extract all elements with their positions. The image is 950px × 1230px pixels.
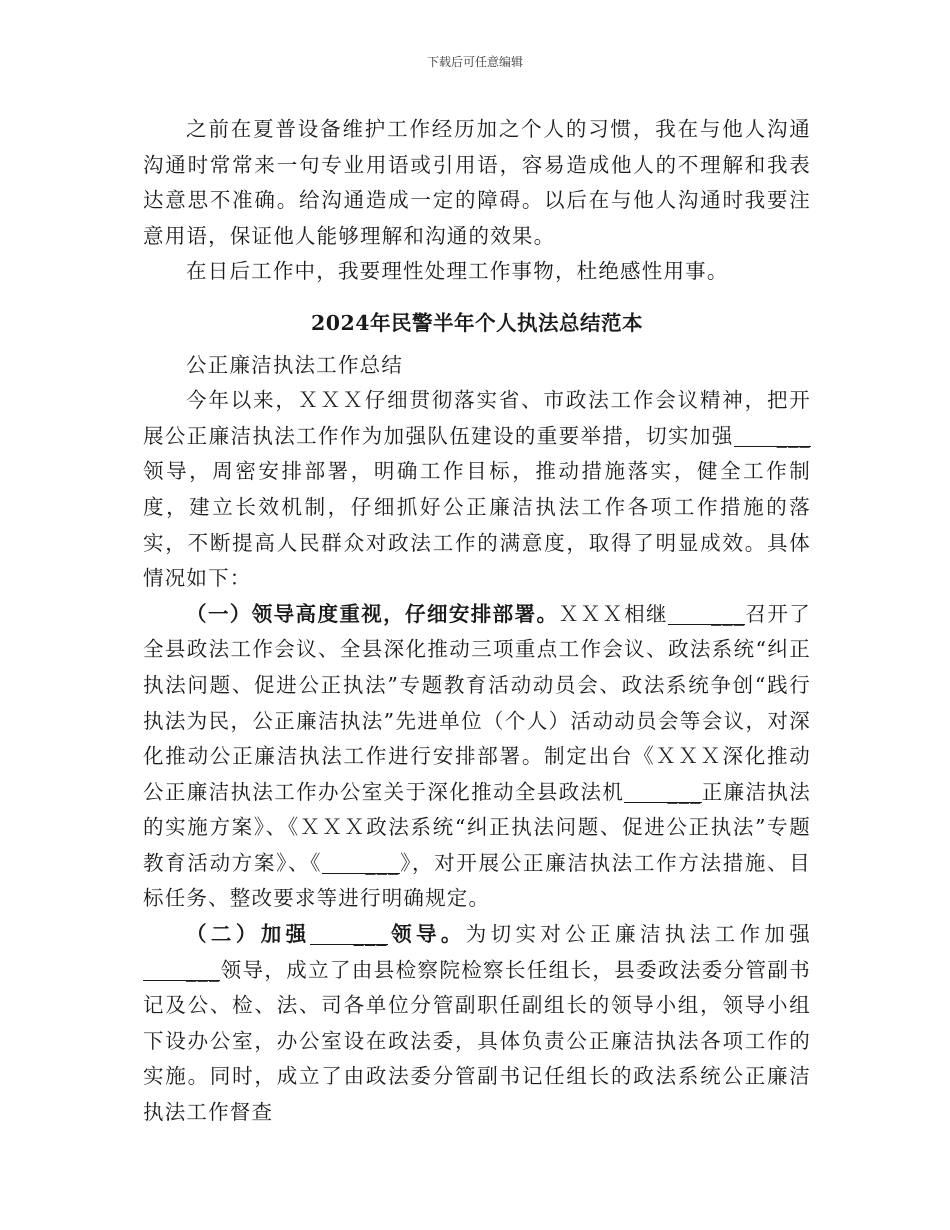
- intro-text-b: 领导，周密安排部署，明确工作目标，推动措施落实，健全工作制度，建立长效机制，仔细抓好公正廉洁执法工作各项工作措施的落实，不断提高人民群众对政法工作的满意度，取得了明显成效。具体情况如下：: [143, 459, 811, 591]
- paragraph-section-two: [143, 917, 811, 1131]
- section-title: 2024年民警半年个人执法总结范本: [310, 310, 644, 335]
- paragraph-communication: 之前在夏普设备维护工作经历加之个人的习惯，我在与他人沟通沟通时常常来一句专业用语或引用语，容易造成他人的不理解和我表达意思不准确。给沟通造成一定的障碍。以后在与他人沟通时我要注意用语，保证他人能够理解和沟通的效果。: [143, 117, 811, 248]
- paragraph-intro: [143, 383, 811, 597]
- section-one-blank-1: ___: [668, 604, 745, 625]
- intro-text-a: 今年以来，ＸＸＸ仔细贯彻落实省、市政法工作会议精神，把开展公正廉洁执法工作作为加强队伍建设的重要举措，切实加强: [143, 388, 811, 448]
- section-one-text-a: ＸＸＸ相继: [558, 601, 668, 626]
- section-two-heading-blank: ___: [310, 924, 387, 945]
- section-one-heading: （一）领导高度重视，仔细安排部署。: [186, 601, 559, 626]
- section-one-blank-3: ___: [322, 853, 399, 874]
- section-two-text-b: 领导，成立了由县检察院检察长任组长，县委政法委分管副书记及公、检、法、司各单位分管副职任副组长的领导小组，领导小组下设办公室，办公室设在政法委，具体负责公正廉洁执法各项工作的实施。同时，成立了由政法委分管副书记任组长的政法系统公正廉洁执法工作督查: [143, 957, 811, 1125]
- section-two-blank: ___: [143, 960, 220, 981]
- subheading: 公正廉洁执法工作总结: [186, 352, 404, 377]
- document-body: [143, 112, 811, 1131]
- section-one-text-d: 》，对开展公正廉洁执法工作方法措施、目标任务、整改要求等进行明确规定。: [143, 850, 811, 911]
- section-two-heading-a: （二）加强: [186, 922, 311, 947]
- section-two-text-a: 为切实对公正廉洁执法工作加强: [465, 922, 811, 947]
- intro-blank: ___: [734, 426, 811, 447]
- paragraph-future-work: 在日后工作中，我要理性处理工作事物，杜绝感性用事。: [186, 259, 729, 284]
- section-one-blank-2: ___: [624, 782, 701, 803]
- page-header-note: 下载后可任意编辑: [426, 55, 523, 69]
- section-one-text-b: 召开了全县政法工作会议、全县深化推动三项重点工作会议、政法系统“纠正执法问题、促进公正执法”专题教育活动动员会、政法系统争创“践行执法为民，公正廉洁执法”先进单位（个人）活动动员会等会议，对深化推动公正廉洁执法工作进行安排部署。制定出台《ＸＸＸ深化推动公正廉洁执法工作办公室关于深化推动全县政法机: [143, 601, 812, 804]
- section-one-text-c: 正廉洁执法的实施方案》、《ＸＸＸ政法系统“纠正执法问题、促进公正执法”专题教育活动方案》、《: [143, 779, 811, 875]
- section-two-heading-b: 领导。: [387, 922, 466, 947]
- paragraph-section-one: [143, 597, 811, 917]
